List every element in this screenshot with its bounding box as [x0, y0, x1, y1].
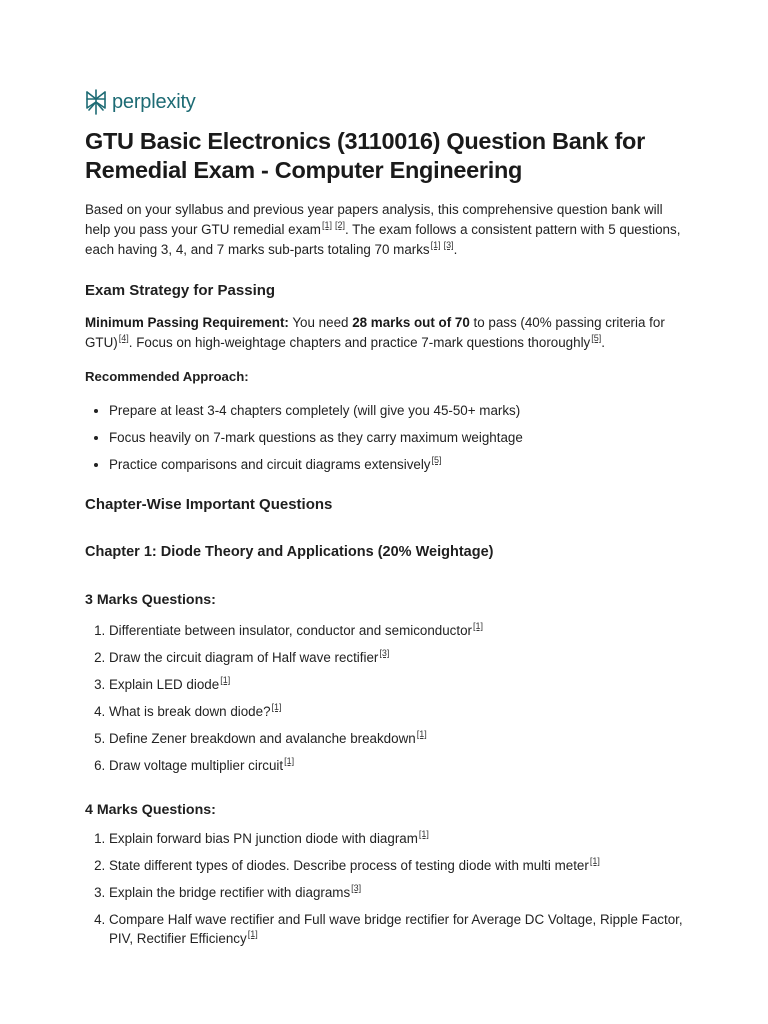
citation-link[interactable]: [5] — [591, 333, 602, 343]
brand-name: perplexity — [112, 91, 196, 113]
question-text: Explain the bridge rectifier with diagrams — [109, 885, 351, 900]
citation-link[interactable]: [1] — [416, 729, 427, 739]
min-requirement-label: Minimum Passing Requirement: — [85, 315, 289, 330]
question-text: Explain LED diode — [109, 677, 220, 692]
list-item-text: Practice comparisons and circuit diagrams extensively — [109, 457, 431, 472]
question-text: Draw the circuit diagram of Half wave rectifier — [109, 650, 379, 665]
question-text: Compare Half wave rectifier and Full wave bridge rectifier for Average DC Voltage, Ripple Factor, PIV, Rectifier Efficiency — [109, 912, 683, 946]
min-requirement-text: to pass (40% passing criteria for GTU) — [85, 315, 665, 350]
min-requirement-text: . — [601, 335, 605, 350]
question-item — [109, 883, 685, 902]
question-item — [109, 621, 685, 640]
list-item-text: Prepare at least 3-4 chapters completely (will give you 45-50+ marks) — [109, 403, 521, 418]
marks3-list — [85, 621, 685, 783]
intro-text-2: . The exam follows a consistent pattern with 5 questions, each having 3, 4, and 7 marks sub-parts totaling 70 marks — [85, 222, 681, 257]
citation-link[interactable]: [1] — [220, 675, 231, 685]
strategy-heading: Exam Strategy for Passing — [85, 282, 276, 299]
citation-link[interactable]: [1] — [271, 702, 282, 712]
marks4-heading: 4 Marks Questions: — [85, 802, 216, 818]
citation-link[interactable]: [3] — [443, 240, 454, 250]
marks4-list — [85, 829, 685, 956]
citation-link[interactable]: [1] — [321, 220, 332, 230]
citation-link[interactable]: [5] — [431, 455, 442, 465]
citation-link[interactable]: [4] — [118, 333, 129, 343]
marks3-heading: 3 Marks Questions: — [85, 592, 216, 608]
question-item — [109, 648, 685, 667]
intro-paragraph — [85, 200, 685, 260]
approach-list — [85, 401, 685, 482]
citation-link[interactable]: [1] — [473, 621, 484, 631]
question-text: Explain forward bias PN junction diode with diagram — [109, 831, 418, 846]
question-item — [109, 702, 685, 721]
min-requirement-text: . Focus on high-weightage chapters and practice 7-mark questions thoroughly — [128, 335, 591, 350]
question-text: Differentiate between insulator, conductor and semiconductor — [109, 623, 473, 638]
brand-logo[interactable] — [85, 88, 196, 116]
citation-link[interactable]: [3] — [351, 883, 362, 893]
question-item — [109, 729, 685, 748]
approach-heading: Recommended Approach: — [85, 369, 249, 384]
citation-link[interactable]: [3] — [379, 648, 390, 658]
list-item — [109, 401, 685, 420]
passing-marks: 28 marks out of 70 — [352, 315, 470, 330]
question-text: Define Zener breakdown and avalanche breakdown — [109, 731, 416, 746]
question-item — [109, 675, 685, 694]
chapter1-heading: Chapter 1: Diode Theory and Applications (20% Weightage) — [85, 544, 494, 560]
citation-link[interactable]: [1] — [589, 856, 600, 866]
list-item — [109, 428, 685, 447]
question-item — [109, 856, 685, 875]
citation-link[interactable]: [1] — [247, 929, 258, 939]
chapters-heading: Chapter-Wise Important Questions — [85, 496, 333, 513]
question-text: Draw voltage multiplier circuit — [109, 758, 284, 773]
perplexity-logo-icon — [85, 89, 107, 115]
citation-link[interactable]: [2] — [334, 220, 345, 230]
min-requirement-paragraph — [85, 313, 685, 353]
question-item — [109, 829, 685, 848]
citation-link[interactable]: [1] — [284, 756, 295, 766]
list-item — [109, 455, 685, 474]
citation-link[interactable]: [1] — [418, 829, 429, 839]
question-text: What is break down diode? — [109, 704, 271, 719]
question-item — [109, 910, 685, 948]
page-title: GTU Basic Electronics (3110016) Question Bank for Remedial Exam - Computer Engineering — [85, 128, 645, 183]
question-text: State different types of diodes. Describe process of testing diode with multi meter — [109, 858, 589, 873]
intro-text-1: Based on your syllabus and previous year papers analysis, this comprehensive question bank will help you pass your GTU remedial exam — [85, 202, 663, 237]
citation-link[interactable]: [1] — [430, 240, 441, 250]
list-item-text: Focus heavily on 7-mark questions as they carry maximum weightage — [109, 430, 523, 445]
min-requirement-text: You need — [288, 315, 353, 330]
question-item — [109, 756, 685, 775]
intro-text-3: . — [453, 242, 458, 257]
